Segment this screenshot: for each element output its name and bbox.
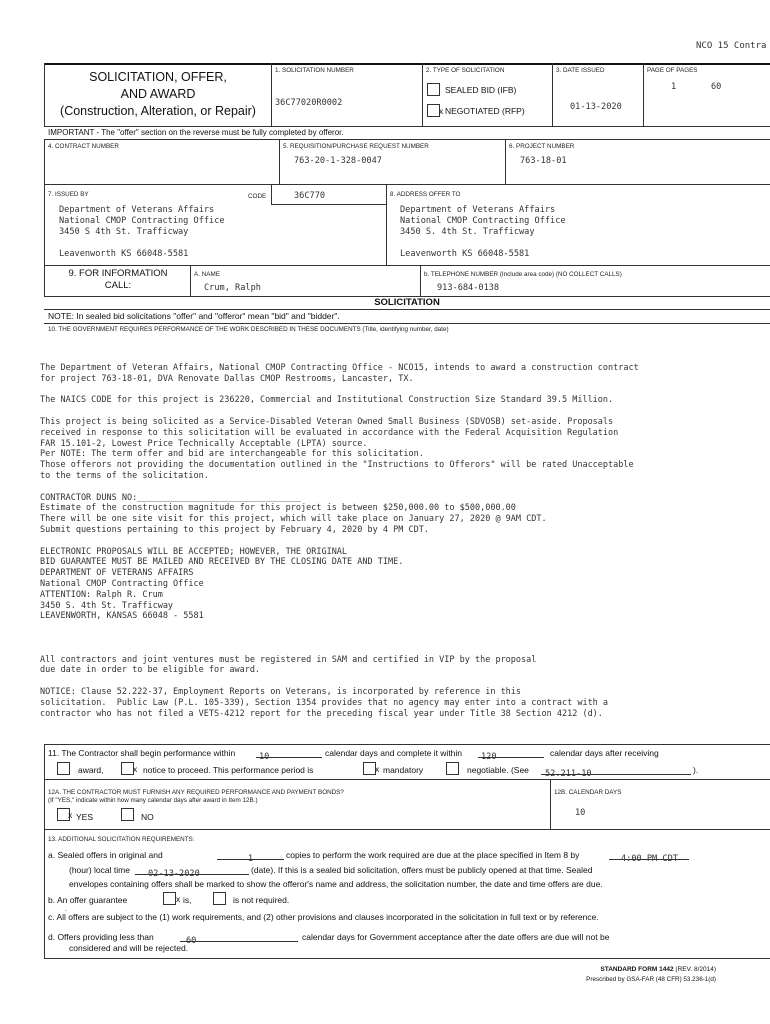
- requisition-label: 5. REQUISITION/PURCHASE REQUEST NUMBER: [283, 143, 429, 150]
- sealed-bid-label: SEALED BID (IFB): [445, 85, 517, 95]
- due-date-value: 02-13-2020: [148, 869, 200, 879]
- bonds-no-checkbox[interactable]: [121, 808, 134, 821]
- contact-phone: 913-684-0138: [437, 283, 500, 293]
- body-line: [40, 536, 639, 547]
- date-issued-label: 3. DATE ISSUED: [556, 67, 605, 74]
- info-label-line: 9. FOR INFORMATION: [68, 268, 168, 279]
- body-line: [40, 385, 639, 396]
- project-number-value: 763-18-01: [520, 156, 567, 166]
- requisition-value: 763-20-1-328-0047: [294, 156, 382, 166]
- bonds-no-label: NO: [141, 812, 154, 822]
- body-line: [40, 406, 639, 417]
- due-date-field[interactable]: [135, 863, 249, 879]
- due-time-field[interactable]: [609, 848, 689, 864]
- body-line: This project is being solicited as a Service-Disabled Veteran Owned Small Business (SDVOSB) set-aside. Proposals: [40, 416, 614, 427]
- mandatory-label: mandatory: [383, 765, 424, 775]
- body-line: All contractors and joint ventures must be registered in SAM and certified in VIP by the proposal: [40, 654, 537, 665]
- issued-by-address: [59, 205, 225, 260]
- due-time-value: 4:00 PM CDT: [621, 854, 678, 864]
- issued-by-line: Department of Veterans Affairs: [59, 205, 215, 215]
- code-label: CODE: [248, 193, 267, 200]
- header-note: NCO 15 Contra: [696, 41, 767, 51]
- negotiable-label: negotiable. (See: [467, 765, 529, 775]
- guarantee-not-checkbox[interactable]: [213, 892, 226, 905]
- negotiated-mark: x: [439, 106, 444, 116]
- item13a-text-4: (date). If this is a sealed bid solicitation, offers must be publicly opened at that time. Sealed: [251, 865, 593, 875]
- item10-label: [48, 326, 449, 333]
- item13-label: 13. ADDITIONAL SOLICITATION REQUIREMENTS:: [48, 836, 195, 843]
- form-title-line-2: AND AWARD: [120, 87, 196, 101]
- body-line: solicitation. Public Law (P.L. 105-339), Section 1354 provides that no agency may enter into a contract with a: [40, 697, 609, 708]
- body-line: 3450 S. 4th St. Trafficway: [40, 600, 174, 611]
- item13d-text-1: d. Offers providing less than: [48, 932, 154, 942]
- page-of-pages-label: PAGE OF PAGES: [647, 67, 698, 74]
- body-line: LEAVENWORTH, KANSAS 66048 - 5581: [40, 611, 204, 622]
- footer-form-name: STANDARD FORM 1442: [600, 966, 674, 973]
- contract-number-label: 4. CONTRACT NUMBER: [48, 143, 119, 150]
- info-label-line: CALL:: [104, 280, 132, 291]
- form-title-line-3: (Construction, Alteration, or Repair): [60, 104, 256, 118]
- body-line: FAR 15.101-2, Lowest Price Technically Acceptable (LPTA) source.: [40, 438, 368, 449]
- important-note: IMPORTANT - The "offer" section on the reverse must be fully completed by offeror.: [48, 128, 344, 137]
- body-line: Those offerors not providing the documentation outlined in the "Instructions to Offerors" will be rated Unacceptable: [40, 460, 634, 471]
- item13a-text-3: (hour) local time: [69, 865, 130, 875]
- body-line: There will be one site visit for this project, which will take place on January 27, 2020 @ 9AM CDT.: [40, 514, 547, 525]
- item13d-text-2: calendar days for Government acceptance after the date offers are due will not be: [302, 932, 610, 942]
- item10-sub: (Title, identifying number, date): [362, 326, 449, 333]
- notice-to-proceed-label: notice to proceed. This performance period is: [143, 765, 314, 775]
- type-of-solicitation-label: 2. TYPE OF SOLICITATION: [426, 67, 505, 74]
- item10-label-text: 10. THE GOVERNMENT REQUIRES PERFORMANCE OF THE WORK DESCRIBED IN THESE DOCUMENTS: [48, 326, 361, 333]
- acceptance-days-value: 60: [186, 936, 197, 946]
- item13a-text-2: copies to perform the work required are due at the place specified in Item 8 by: [286, 850, 580, 860]
- item13b-text-1: b. An offer guarantee: [48, 895, 128, 905]
- item11-close: ).: [693, 765, 699, 775]
- body-line: [40, 633, 639, 644]
- body-line: BID GUARANTEE MUST BE MAILED AND RECEIVED BY THE CLOSING DATE AND TIME.: [40, 557, 404, 568]
- item11-text-3: calendar days after receiving: [550, 748, 659, 758]
- item11-text-2: calendar days and complete it within: [325, 748, 463, 758]
- complete-days-value: 120: [481, 752, 497, 762]
- item13c-text: c. All offers are subject to the (1) work requirements, and (2) other provisions and clauses incorporated in the solicitation in full text or by reference.: [48, 912, 599, 922]
- form-title: [46, 69, 270, 120]
- info-call-label: [48, 268, 188, 292]
- body-line: DEPARTMENT OF VETERANS AFFAIRS: [40, 568, 194, 579]
- solicitation-number-label: 1. SOLICITATION NUMBER: [275, 67, 354, 74]
- body-line: [40, 644, 639, 655]
- notice-mark: x: [133, 764, 138, 774]
- issued-by-code: 36C770: [294, 191, 326, 201]
- address-offer-line: Department of Veterans Affairs: [400, 205, 556, 215]
- body-line: CONTRACTOR DUNS NO:________________________________: [40, 492, 301, 503]
- guarantee-is-mark: x: [176, 894, 181, 904]
- body-line: [40, 622, 639, 633]
- footer-rev: (REV. 8/2014): [675, 966, 716, 973]
- solicitation-body: [40, 363, 639, 719]
- body-line: Per NOTE: The term offer and bid are interchangeable for this solicitation.: [40, 449, 424, 460]
- begin-days-field[interactable]: [256, 746, 322, 762]
- bonds-yes-mark: x: [68, 810, 73, 820]
- issued-by-line: National CMOP Contracting Office: [59, 216, 225, 226]
- phone-label: b. TELEPHONE NUMBER (Include area code) (NO COLLECT CALLS): [424, 271, 622, 278]
- guarantee-is-checkbox[interactable]: [163, 892, 176, 905]
- body-line: ATTENTION: Ralph R. Crum: [40, 589, 163, 600]
- item12a-label: 12A. THE CONTRACTOR MUST FURNISH ANY REQUIRED PERFORMANCE AND PAYMENT BONDS?: [48, 789, 344, 796]
- body-line: [40, 482, 639, 493]
- guarantee-not-label: is not required.: [233, 895, 290, 905]
- body-line: due date in order to be eligible for award.: [40, 665, 261, 676]
- footer-form: [500, 966, 716, 973]
- body-line: National CMOP Contracting Office: [40, 578, 204, 589]
- issued-by-line: Leavenworth KS 66048-5581: [59, 249, 189, 259]
- body-line: received in response to this solicitation will be evaluated in accordance with the Federal Acquisition Regulation: [40, 427, 619, 438]
- bonds-yes-label: YES: [76, 812, 94, 822]
- body-line: ELECTRONIC PROPOSALS WILL BE ACCEPTED; HOWEVER, THE ORIGINAL: [40, 546, 348, 557]
- body-line: contractor who has not filed a VETS-4212 report for the preceding fiscal year under Title 38 Section 4212 (d).: [40, 708, 603, 719]
- award-checkbox[interactable]: [57, 762, 70, 775]
- sealed-bid-checkbox[interactable]: [427, 83, 440, 96]
- contact-name: Crum, Ralph: [204, 283, 261, 293]
- acceptance-days-field[interactable]: [180, 930, 298, 946]
- body-line: The NAICS CODE for this project is 236220, Commercial and Institutional Construction Size Standard 39.5 Million.: [40, 395, 614, 406]
- total-pages: 60: [711, 82, 722, 92]
- negotiated-label: NEGOTIATED (RFP): [445, 106, 525, 116]
- project-number-label: 6. PROJECT NUMBER: [509, 143, 575, 150]
- address-offer-line: Leavenworth KS 66048-5581: [400, 249, 530, 259]
- negotiable-checkbox[interactable]: [446, 762, 459, 775]
- form-title-line-1: SOLICITATION, OFFER,: [89, 70, 227, 84]
- solicitation-number-value: 36C77020R0002: [275, 98, 343, 108]
- body-line: Submit questions pertaining to this project by February 4, 2020 by 4 PM CDT.: [40, 524, 429, 535]
- begin-days-value: 10: [259, 752, 270, 762]
- body-line: Estimate of the construction magnitude for this project is between $250,000.00 to $500,000.00: [40, 503, 516, 514]
- solicitation-heading: SOLICITATION: [374, 297, 440, 308]
- copies-field[interactable]: [217, 848, 284, 864]
- address-offer-line: National CMOP Contracting Office: [400, 216, 566, 226]
- item11-text-1: 11. The Contractor shall begin performance within: [48, 748, 236, 758]
- page-number: 1: [671, 82, 677, 92]
- address-offer-address: [400, 205, 566, 260]
- body-line: to the terms of the solicitation.: [40, 470, 209, 481]
- item13c-mark: .: [65, 906, 67, 913]
- award-label: award,: [78, 765, 104, 775]
- item13d-text-3: considered and will be rejected.: [69, 943, 189, 953]
- date-issued-value: 01-13-2020: [570, 102, 622, 112]
- issued-by-label: 7. ISSUED BY: [48, 191, 89, 198]
- address-offer-label: 8. ADDRESS OFFER TO: [390, 191, 461, 198]
- item13a-text-5: envelopes containing offers shall be marked to show the offeror's name and address, the solicitation number, the date and time offers are due.: [69, 879, 603, 889]
- see-clause-value: 52.211-10: [545, 769, 592, 779]
- body-line: [40, 676, 639, 687]
- issued-by-line: 3450 S 4th St. Trafficway: [59, 227, 189, 237]
- body-line: for project 763-18-01, DVA Renovate Dallas CMOP Restrooms, Lancaster, TX.: [40, 373, 414, 384]
- sealed-bid-note: NOTE: In sealed bid solicitations "offer" and "offeror" mean "bid" and "bidder".: [48, 311, 340, 321]
- calendar-days-value: 10: [575, 808, 586, 818]
- mandatory-mark: x: [375, 764, 380, 774]
- guarantee-is-label: is,: [183, 895, 192, 905]
- address-offer-line: 3450 S. 4th St. Trafficway: [400, 227, 535, 237]
- body-line: NOTICE: Clause 52.222-37, Employment Reports on Veterans, is incorporated by reference in this: [40, 686, 522, 697]
- footer-prescribed: Prescribed by GSA-FAR (48 CFR) 53.236-1(d): [586, 976, 716, 983]
- item13a-text-1: a. Sealed offers in original and: [48, 850, 163, 860]
- item12a-sub: (If "YES," indicate within how many calendar days after award in Item 12B.): [48, 797, 258, 804]
- name-label: A. NAME: [194, 271, 220, 278]
- complete-days-field[interactable]: [478, 746, 544, 762]
- body-line: The Department of Veteran Affairs, National CMOP Contracting Office - NCO15, intends to award a construction contract: [40, 363, 639, 373]
- copies-value: 1: [247, 854, 254, 864]
- see-clause-field[interactable]: [541, 763, 691, 779]
- item12b-label: 12B. CALENDAR DAYS: [554, 789, 622, 796]
